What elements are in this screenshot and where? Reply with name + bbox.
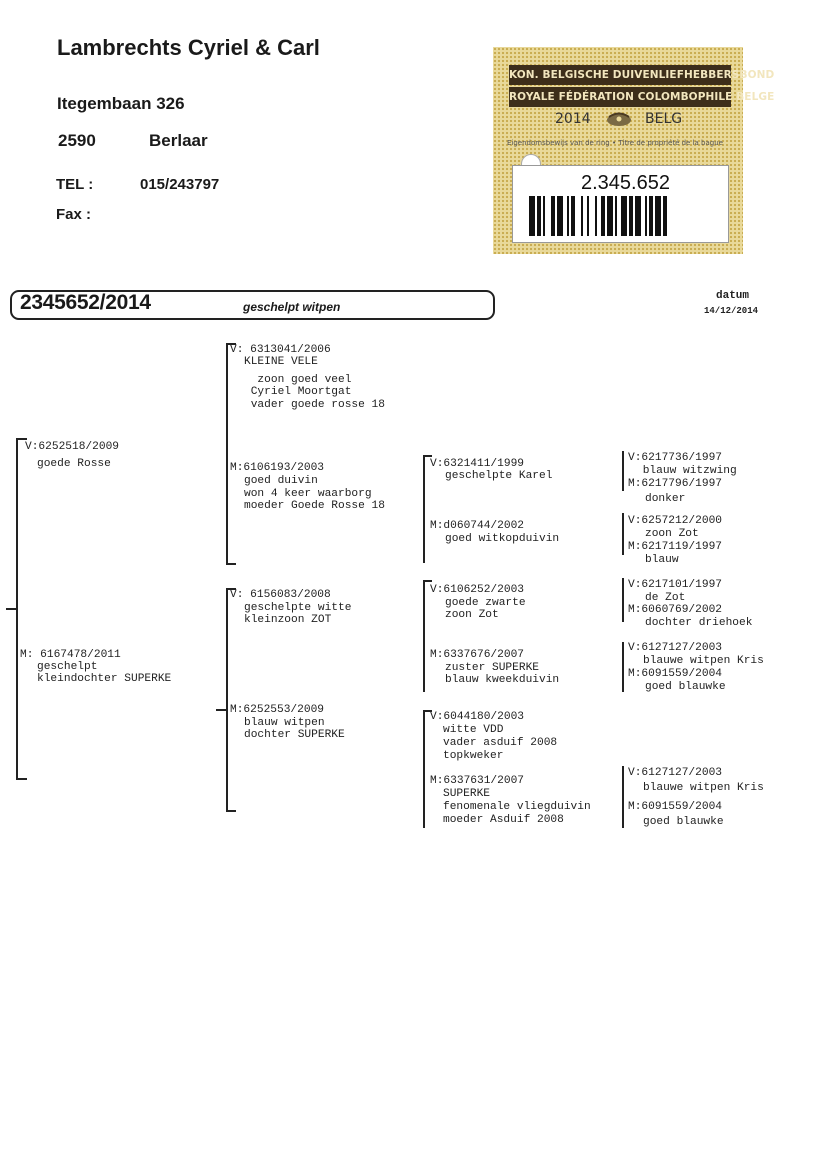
mmm-desc-2: fenomenale vliegduivin xyxy=(443,801,591,813)
mfm-ring: M:6337676/2007 xyxy=(430,649,524,661)
fm-desc-3: moeder Goede Rosse 18 xyxy=(244,500,385,512)
ring-number-panel xyxy=(512,165,729,243)
fmfm-desc-1: donker xyxy=(645,493,686,505)
bracket-father-bottom xyxy=(226,563,236,565)
owner-name: Lambrechts Cyriel & Carl xyxy=(57,35,320,60)
mff-ring: V:6106252/2003 xyxy=(430,584,524,596)
bracket-mmm xyxy=(622,766,624,828)
bracket-mfm xyxy=(622,642,624,692)
bracket-gen1-stem xyxy=(6,608,16,610)
barcode-icon xyxy=(529,196,715,236)
bracket-fm xyxy=(423,455,425,563)
bracket-fmf xyxy=(622,451,624,491)
bracket-fm-top xyxy=(423,455,432,457)
ff-ring: V: 6313041/2006 xyxy=(230,344,331,356)
mm-desc-2: dochter SUPERKE xyxy=(244,729,345,741)
mmf-desc-2: vader asduif 2008 xyxy=(443,737,558,749)
federation-emblem-icon xyxy=(604,111,634,127)
mfff-ring: V:6217101/1997 xyxy=(628,579,722,591)
date-label: datum xyxy=(716,290,750,302)
bracket-gen1-top xyxy=(16,438,27,440)
card-caption: Eigendomsbewijs van de ring • Titre de propriété de la bague xyxy=(507,139,723,147)
bracket-mother-bottom xyxy=(226,810,236,812)
mmmf-ring: V:6127127/2003 xyxy=(628,767,722,779)
mmm-ring: M:6337631/2007 xyxy=(430,775,524,787)
fmmm-desc-1: blauw xyxy=(645,554,679,566)
owner-street: Itegembaan 326 xyxy=(57,94,185,113)
ff-desc-3: Cyriel Moortgat xyxy=(244,386,352,398)
mmf-desc-3: topkweker xyxy=(443,750,504,762)
fm-desc-2: won 4 keer waarborg xyxy=(244,488,372,500)
ring-ownership-card xyxy=(493,47,775,254)
mmm-desc-3: moeder Asduif 2008 xyxy=(443,814,564,826)
ring-year: 2014 xyxy=(555,111,591,127)
fmff-ring: V:6217736/1997 xyxy=(628,452,722,464)
mf-desc-2: kleinzoon ZOT xyxy=(244,614,332,626)
bracket-fmm xyxy=(622,513,624,555)
mmf-desc-1: witte VDD xyxy=(443,724,504,736)
owner-postcode: 2590 xyxy=(58,131,96,150)
bracket-gen1 xyxy=(16,438,18,780)
mfmf-desc-1: blauwe witpen Kris xyxy=(643,655,764,667)
mmmm-desc-1: goed blauwke xyxy=(643,816,724,828)
fmmf-desc-1: zoon Zot xyxy=(645,528,699,540)
fmm-desc-1: goed witkopduivin xyxy=(445,533,560,545)
date-value: 14/12/2014 xyxy=(704,306,759,316)
fm-desc-1: goed duivin xyxy=(244,475,318,487)
mfm-desc-1: zuster SUPERKE xyxy=(445,662,539,674)
mfmm-desc-1: goed blauwke xyxy=(645,681,726,693)
fax-label: Fax : xyxy=(56,206,92,223)
bracket-mff xyxy=(622,578,624,622)
ring-number: 2.345.652 xyxy=(581,172,670,194)
mmm-desc-1: SUPERKE xyxy=(443,788,490,800)
father-ring: V:6252518/2009 xyxy=(25,441,119,453)
tel-value: 015/243797 xyxy=(140,176,220,193)
mother-ring: M: 6167478/2011 xyxy=(20,649,121,661)
fm-ring: M:6106193/2003 xyxy=(230,462,324,474)
mfmm-ring: M:6091559/2004 xyxy=(628,668,722,680)
bracket-mf-top xyxy=(423,580,432,582)
mf-ring: V: 6156083/2008 xyxy=(230,589,331,601)
ring-country: BELG xyxy=(645,111,683,127)
ff-desc-1: KLEINE VELE xyxy=(244,356,318,368)
mother-desc-1: geschelpt xyxy=(37,661,98,673)
mmf-ring: V:6044180/2003 xyxy=(430,711,524,723)
mother-desc-2: kleindochter SUPERKE xyxy=(37,673,172,685)
fmff-desc-1: blauw witzwing xyxy=(636,465,737,477)
mff-desc-2: zoon Zot xyxy=(445,609,499,621)
fmf-ring: V:6321411/1999 xyxy=(430,458,524,470)
bracket-mother xyxy=(226,588,228,812)
fmmm-ring: M:6217119/1997 xyxy=(628,541,722,553)
mffm-ring: M:6060769/2002 xyxy=(628,604,722,616)
mfm-desc-2: blauw kweekduivin xyxy=(445,674,560,686)
owner-city: Berlaar xyxy=(149,131,208,150)
ff-desc-2: zoon goed veel xyxy=(244,374,352,386)
bracket-mf xyxy=(423,580,425,692)
ff-desc-4: vader goede rosse 18 xyxy=(244,399,385,411)
fmm-ring: M:d060744/2002 xyxy=(430,520,524,532)
mffm-desc-1: dochter driehoek xyxy=(645,617,753,629)
federation-name-fr: ROYALE FÉDÉRATION COLOMBOPHILE BELGE xyxy=(509,87,731,107)
fmmf-ring: V:6257212/2000 xyxy=(628,515,722,527)
mm-desc-1: blauw witpen xyxy=(244,717,325,729)
bracket-gen1-bottom xyxy=(16,778,27,780)
mfmf-ring: V:6127127/2003 xyxy=(628,642,722,654)
federation-name-nl: KON. BELGISCHE DUIVENLIEFHEBBERSBOND xyxy=(509,65,731,85)
pigeon-color: geschelpt witpen xyxy=(243,300,341,314)
tel-label: TEL : xyxy=(56,176,94,193)
pigeon-ring: 2345652/2014 xyxy=(20,291,151,314)
mmmm-ring: M:6091559/2004 xyxy=(628,801,722,813)
fmf-desc-1: geschelpte Karel xyxy=(445,470,553,482)
mff-desc-1: goede zwarte xyxy=(445,597,526,609)
bracket-father xyxy=(226,343,228,565)
bracket-mm xyxy=(423,710,425,828)
father-desc-1: goede Rosse xyxy=(37,458,111,470)
mf-desc-1: geschelpte witte xyxy=(244,602,352,614)
fmfm-ring: M:6217796/1997 xyxy=(628,478,722,490)
mm-ring: M:6252553/2009 xyxy=(230,704,324,716)
mmmf-desc-1: blauwe witpen Kris xyxy=(643,782,764,794)
bracket-mother-stem xyxy=(216,709,226,711)
mfff-desc-1: de Zot xyxy=(645,592,686,604)
